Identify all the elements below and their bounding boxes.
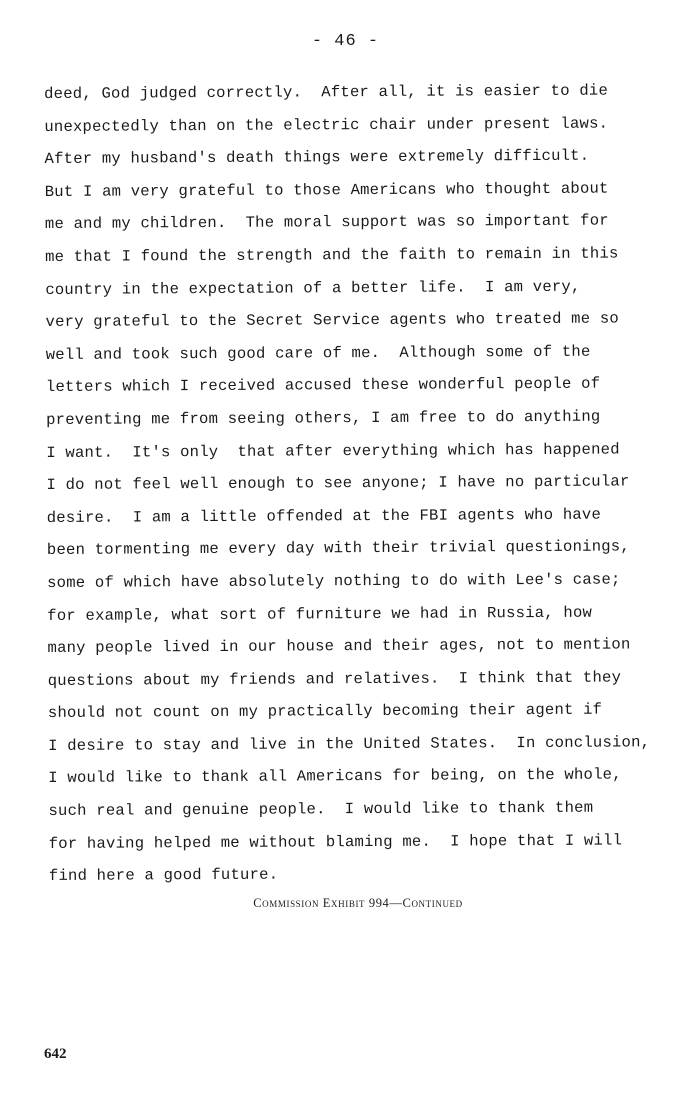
text-line: me that I found the strength and the faith to remain in this <box>45 244 619 266</box>
text-line: I would like to thank all Americans for being, on the whole, <box>48 765 622 788</box>
exhibit-caption: Commission Exhibit 994—Continued <box>253 896 463 910</box>
text-line: I desire to stay and live in the United States. In conclusion, <box>48 733 651 755</box>
text-line: for having helped me without blaming me. I hope that I will <box>48 831 623 853</box>
text-line: desire. I am a little offended at the FBI agents who have <box>46 505 602 527</box>
text-line: unexpectedly than on the electric chair under present laws. <box>44 114 609 136</box>
text-line: questions about my friends and relatives. I think that they <box>47 668 622 690</box>
text-line: But I am very grateful to those Americans who thought about <box>44 179 609 201</box>
text-line: After my husband's death things were extremely difficult. <box>44 146 590 169</box>
text-line: deed, God judged correctly. After all, it is easier to die <box>44 81 609 103</box>
text-line: preventing me from seeing others, I am free to do anything <box>46 407 601 429</box>
text-line: for example, what sort of furniture we had in Russia, how <box>47 603 593 625</box>
text-line: letters which I received accused these wonderful people of <box>45 374 601 397</box>
text-line: such real and genuine people. I would like to thank them <box>48 798 594 821</box>
text-line: I do not feel well enough to see anyone; I have no particular <box>46 472 630 495</box>
text-line: many people lived in our house and their ages, not to mention <box>47 635 631 658</box>
page-number-top: - 46 - <box>311 32 380 51</box>
text-line: been tormenting me every day with their trivial questionings, <box>46 537 630 560</box>
text-line: should not count on my practically becoming their agent if <box>47 700 603 723</box>
text-line: find here a good future. <box>48 865 279 886</box>
page-number-bottom: 642 <box>44 1046 67 1062</box>
text-line: very grateful to the Secret Service agents who treated me so <box>45 309 620 332</box>
text-line: I want. It's only that after everything which has happened <box>46 440 620 462</box>
text-line: me and my children. The moral support was so important for <box>44 211 609 234</box>
body-text <box>44 74 659 893</box>
text-line: some of which have absolutely nothing to do with Lee's case; <box>47 570 621 592</box>
text-line: well and took such good care of me. Although some of the <box>45 342 591 364</box>
text-line: country in the expectation of a better life. I am very, <box>45 277 581 299</box>
